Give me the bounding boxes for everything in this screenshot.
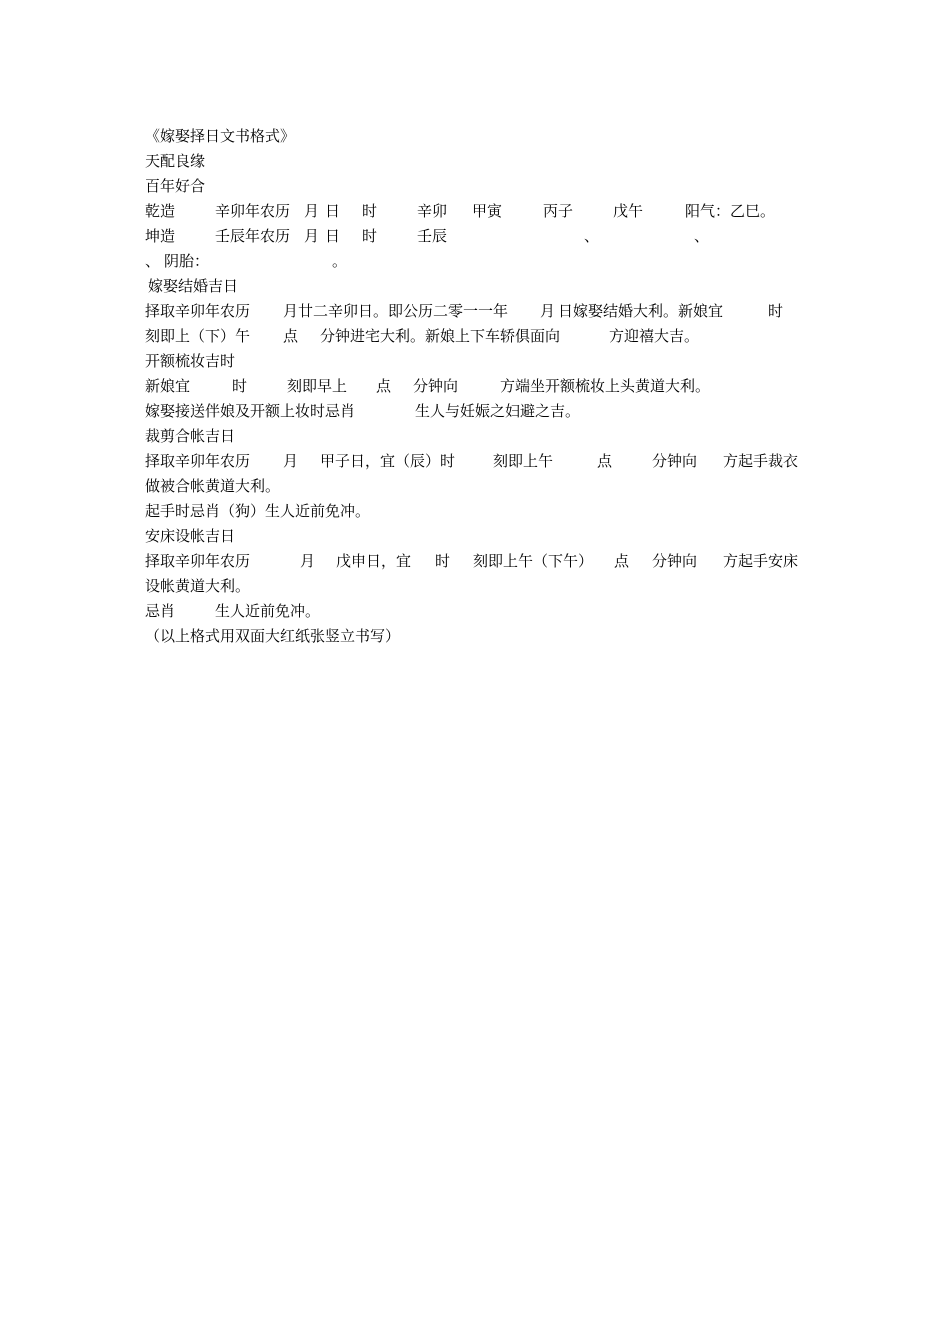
makeup-text: 点 <box>376 377 392 395</box>
qianzao-hour: 时 <box>362 202 378 220</box>
cutting-text: 甲子日，宜（辰）时 <box>320 452 456 470</box>
qianzao-day: 日 <box>325 202 341 220</box>
makeup-text: 时 <box>232 377 248 395</box>
makeup-text: 生人与妊娠之妇避之吉。 <box>415 402 581 420</box>
bed-text: 刻即上午（下午） <box>473 552 594 570</box>
wedding-text: 时 <box>768 302 784 320</box>
cutting-line-2: 做被合帐黄道大利。 <box>145 477 281 495</box>
cutting-text: 刻即上午 <box>493 452 554 470</box>
bed-text: 生人近前免冲。 <box>215 602 321 620</box>
kunzao-day: 日 <box>325 227 341 245</box>
kunzao-hour: 时 <box>362 227 378 245</box>
qianzao-month: 月 <box>304 202 320 220</box>
qianzao-pillar-3: 丙子 <box>543 202 574 220</box>
qianzao-yangqi: 阳气：乙巳。 <box>685 202 776 220</box>
qianzao-pillar-1: 辛卯 <box>417 202 448 220</box>
kunzao-year: 壬辰年农历 <box>215 227 291 245</box>
footer-note: （以上格式用双面大红纸张竖立书写） <box>145 627 401 645</box>
bed-text: 忌肖 <box>145 602 176 620</box>
bed-text: 时 <box>435 552 451 570</box>
wedding-text: 刻即上（下）午 <box>145 327 251 345</box>
heading-tianpei: 天配良缘 <box>145 152 206 170</box>
bed-text: 点 <box>614 552 630 570</box>
kunzao-separator-1: 、 <box>584 227 600 245</box>
makeup-text: 分钟向 <box>413 377 459 395</box>
section-bed-title: 安床设帐吉日 <box>145 527 236 545</box>
wedding-text: 择取辛卯年农历 <box>145 302 251 320</box>
bed-text: 月 <box>300 552 316 570</box>
yintai-label: 阴胎： <box>164 252 210 270</box>
cutting-text: 择取辛卯年农历 <box>145 452 251 470</box>
yintai-end: 。 <box>332 252 348 270</box>
wedding-text: 月廿二辛卯日。即公历二零一一年 <box>283 302 509 320</box>
kunzao-separator-2: 、 <box>694 227 710 245</box>
qianzao-pillar-4: 戊午 <box>613 202 644 220</box>
bed-text: 方起手安床 <box>723 552 799 570</box>
cutting-text: 方起手裁衣 <box>723 452 799 470</box>
section-makeup-title: 开额梳妆吉时 <box>145 352 236 370</box>
section-cutting-title: 裁剪合帐吉日 <box>145 427 236 445</box>
yintai-separator: 、 <box>145 252 161 270</box>
bed-text: 择取辛卯年农历 <box>145 552 251 570</box>
qianzao-year: 辛卯年农历 <box>215 202 291 220</box>
cutting-text: 分钟向 <box>652 452 698 470</box>
makeup-text: 方端坐开额梳妆上头黄道大利。 <box>500 377 711 395</box>
wedding-text: 日嫁娶结婚大利。新娘宜 <box>558 302 724 320</box>
qianzao-pillar-2: 甲寅 <box>472 202 503 220</box>
cutting-text: 月 <box>283 452 299 470</box>
wedding-text: 月 <box>540 302 556 320</box>
kunzao-label: 坤造 <box>145 227 176 245</box>
makeup-text: 嫁娶接送伴娘及开额上妆时忌肖 <box>145 402 356 420</box>
bed-text: 分钟向 <box>652 552 698 570</box>
cutting-line-3: 起手时忌肖（狗）生人近前免冲。 <box>145 502 371 520</box>
heading-bainian: 百年好合 <box>145 177 206 195</box>
wedding-text: 分钟进宅大利。新娘上下车轿俱面向 <box>320 327 561 345</box>
bed-line-2: 设帐黄道大利。 <box>145 577 251 595</box>
cutting-text: 点 <box>597 452 613 470</box>
document-title: 《嫁娶择日文书格式》 <box>145 127 296 145</box>
wedding-text: 点 <box>283 327 299 345</box>
kunzao-month: 月 <box>304 227 320 245</box>
makeup-text: 新娘宜 <box>145 377 191 395</box>
qianzao-label: 乾造 <box>145 202 176 220</box>
section-wedding-title: 嫁娶结婚吉日 <box>148 277 239 295</box>
makeup-text: 刻即早上 <box>287 377 348 395</box>
wedding-text: 方迎禧大吉。 <box>609 327 700 345</box>
kunzao-pillar-1: 壬辰 <box>417 227 448 245</box>
bed-text: 戊申日，宜 <box>336 552 412 570</box>
